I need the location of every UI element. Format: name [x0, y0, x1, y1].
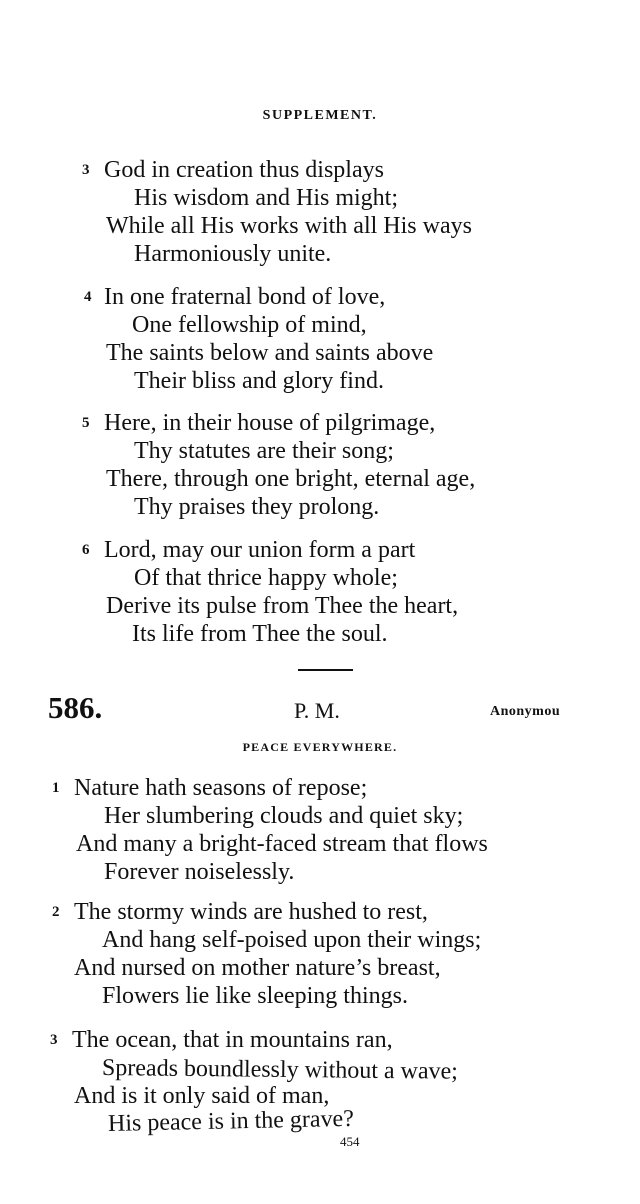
verse-line: And many a bright-faced stream that flows: [76, 831, 488, 857]
stanza-number: 1: [52, 780, 60, 796]
stanza-number: 6: [82, 542, 90, 558]
verse-line: Here, in their house of pilgrimage,: [104, 410, 436, 436]
verse-line: Their bliss and glory find.: [134, 368, 384, 394]
stanza-number: 2: [52, 904, 60, 920]
verse-line: Derive its pulse from Thee the heart,: [106, 593, 459, 619]
stanza-number: 3: [50, 1032, 58, 1048]
running-header: SUPPLEMENT.: [262, 108, 378, 123]
verse-line: Its life from Thee the soul.: [132, 621, 388, 647]
verse-line: God in creation thus displays: [104, 157, 384, 183]
verse-line: And hang self-poised upon their wings;: [102, 927, 482, 953]
hymn-number: 586.: [48, 690, 103, 725]
verse-line: While all His works with all His ways: [106, 213, 472, 239]
hymn-subtitle: PEACE EVERYWHERE.: [242, 740, 398, 754]
verse-line: Harmoniously unite.: [134, 241, 332, 267]
verse-line: Flowers lie like sleeping things.: [102, 983, 408, 1009]
verse-line: The saints below and saints above: [106, 340, 434, 366]
verse-line: Lord, may our union form a part: [104, 537, 416, 563]
hymn-meter: P. M.: [294, 698, 340, 723]
verse-line: The stormy winds are hushed to rest,: [74, 899, 428, 925]
verse-line: Spreads boundlessly without a wave;: [101, 1055, 459, 1085]
verse-line: Nature hath seasons of repose;: [74, 775, 368, 801]
verse-line: And is it only said of man,: [74, 1083, 330, 1109]
verse-line: There, through one bright, eternal age,: [106, 466, 476, 492]
stanza-number: 4: [84, 289, 92, 305]
verse-line: One fellowship of mind,: [132, 312, 367, 338]
stanza-number: 3: [82, 162, 90, 178]
verse-line: Forever noiselessly.: [104, 859, 295, 885]
hymn-author: Anonymou: [490, 704, 561, 719]
verse-line: Thy statutes are their song;: [134, 438, 394, 464]
verse-line: His wisdom and His might;: [134, 185, 399, 211]
verse-line: Of that thrice happy whole;: [134, 565, 398, 591]
stanza-number: 5: [82, 415, 90, 431]
verse-line: And nursed on mother nature’s breast,: [74, 955, 441, 981]
verse-line: In one fraternal bond of love,: [104, 284, 386, 310]
verse-line: The ocean, that in mountains ran,: [72, 1027, 393, 1053]
section-divider: [298, 669, 353, 671]
page-number: 454: [340, 1134, 360, 1149]
verse-line: Her slumbering clouds and quiet sky;: [104, 803, 464, 829]
verse-line: Thy praises they prolong.: [134, 494, 380, 520]
verse-line: His peace is in the grave?: [107, 1105, 355, 1137]
